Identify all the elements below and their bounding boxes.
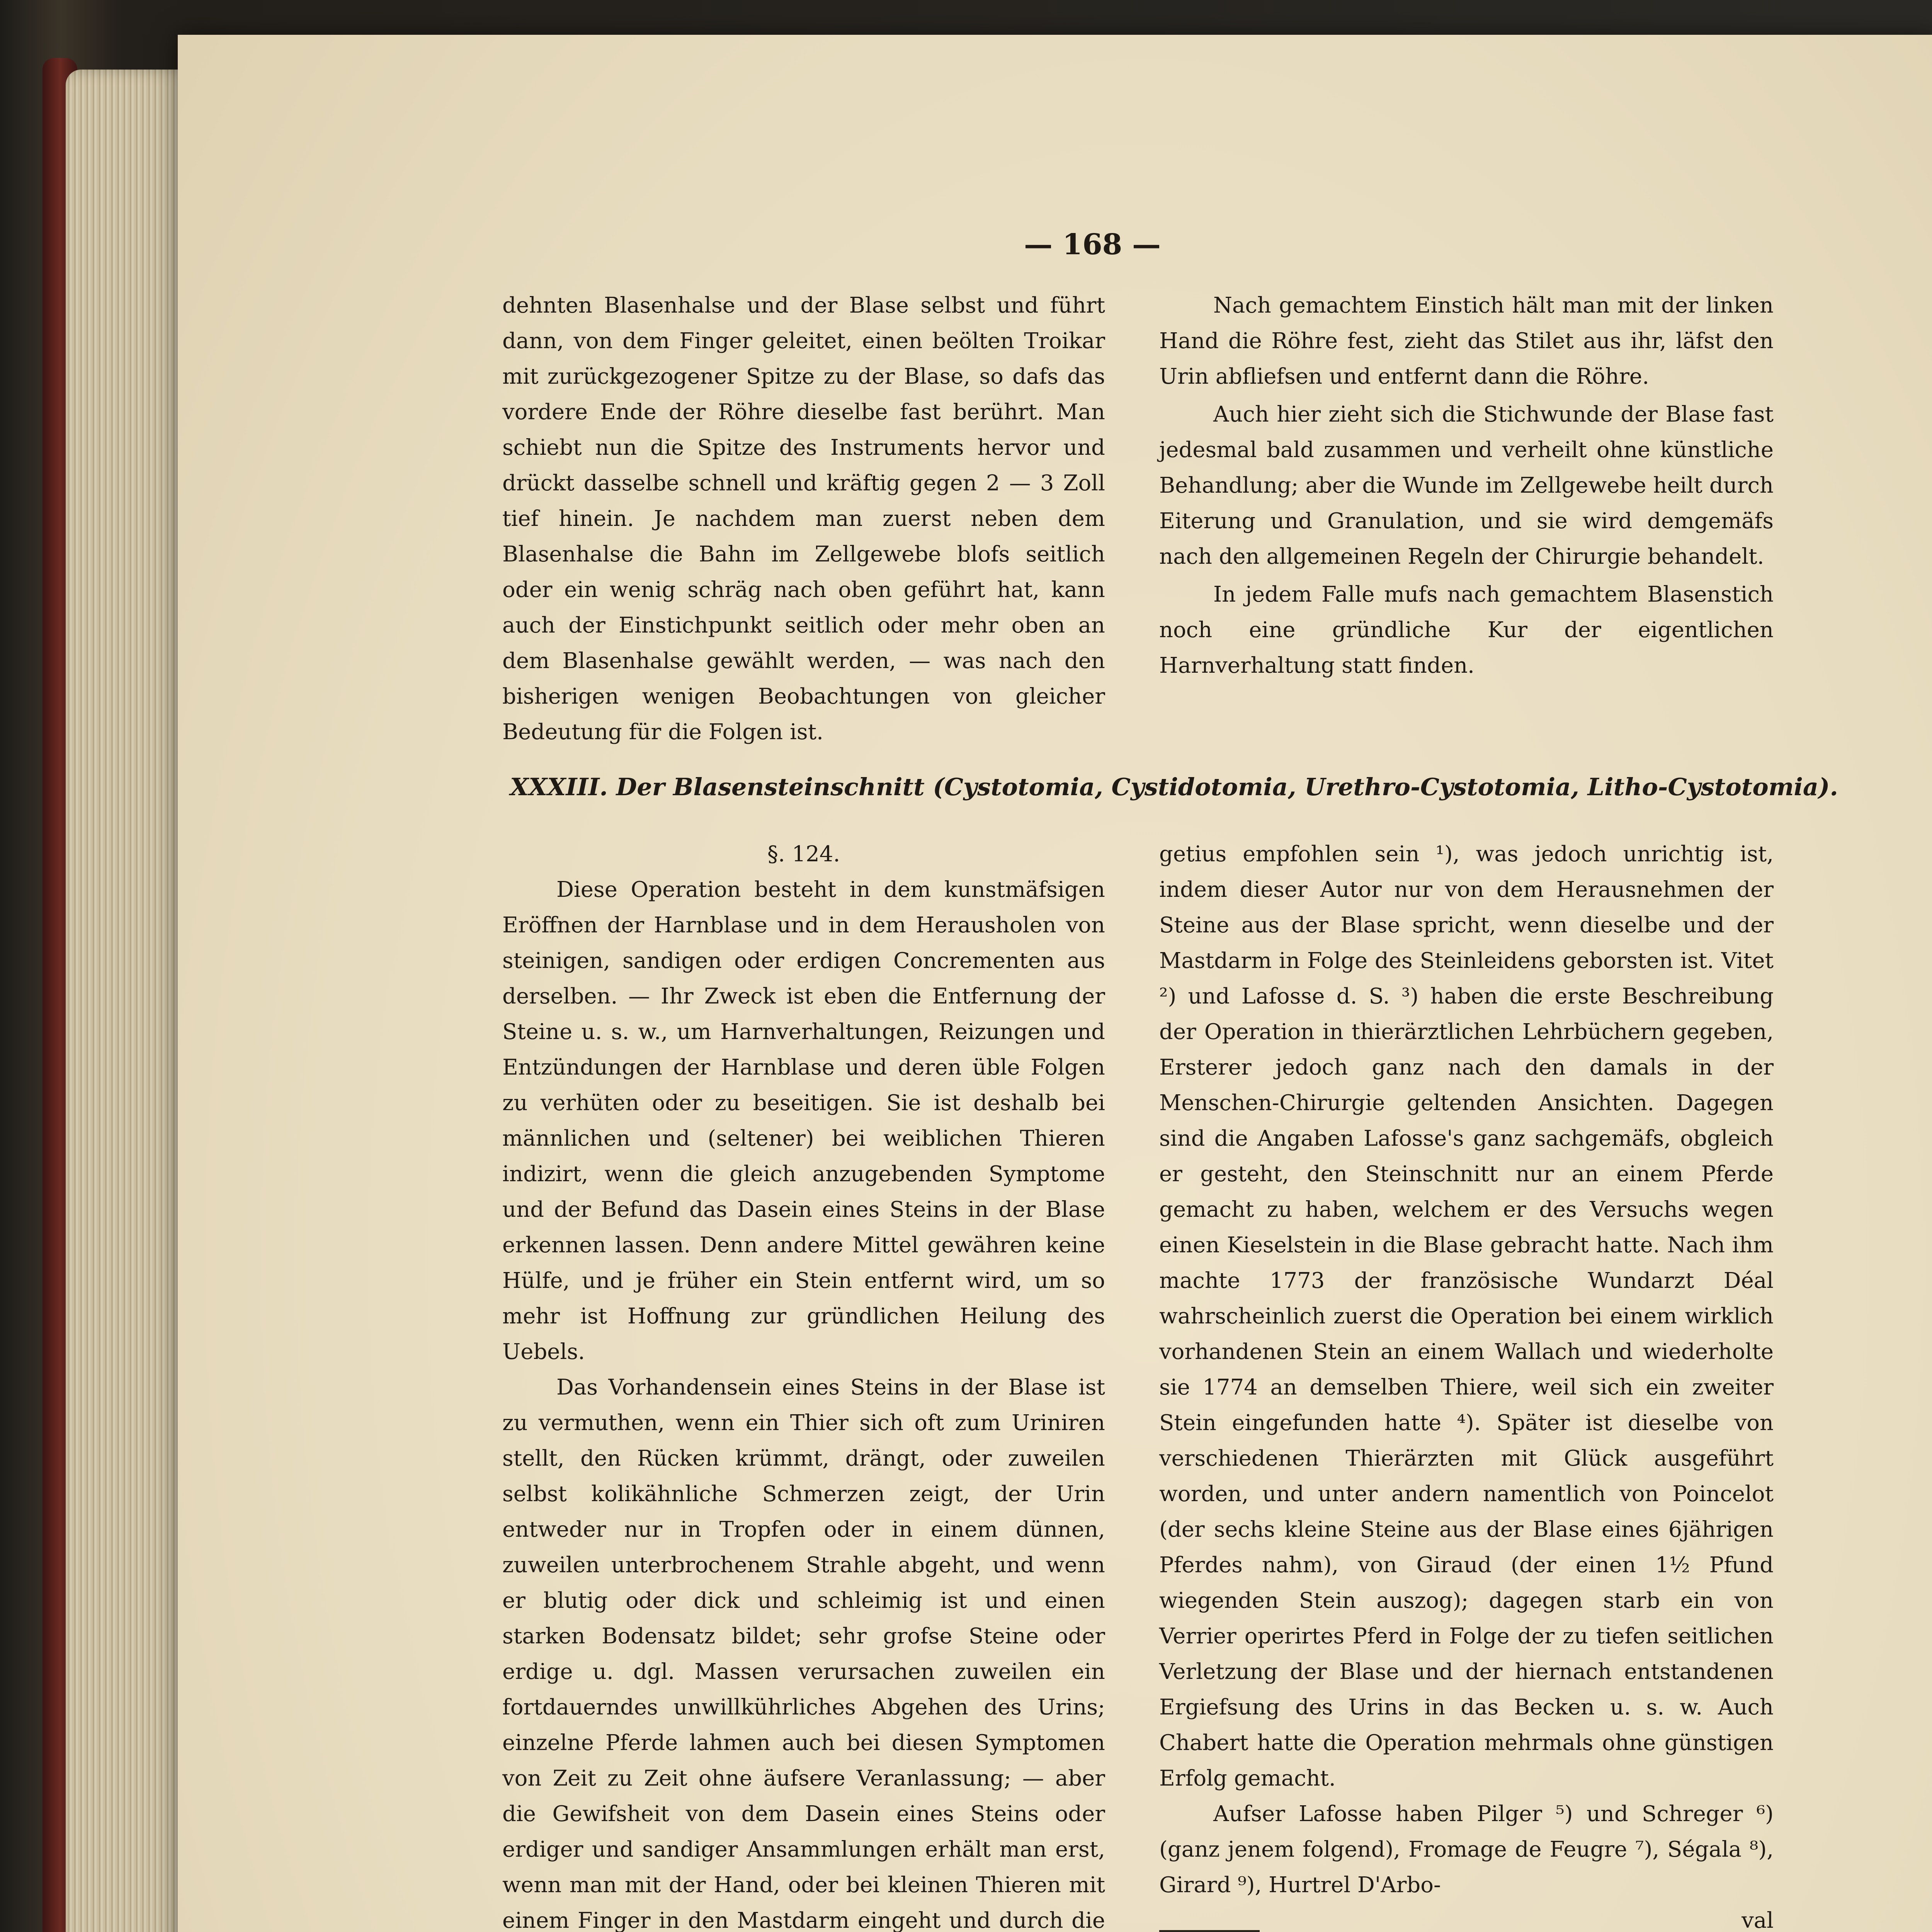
page-number: — 168 — bbox=[1024, 228, 1161, 261]
left-column bbox=[502, 837, 1105, 1932]
top-right-column bbox=[1159, 288, 1774, 684]
top-left-column bbox=[502, 288, 1105, 750]
footnote-rule bbox=[1159, 1930, 1260, 1932]
paragraph: Das Vorhandensein eines Steins in der Blase ist zu vermuthen, wenn ein Thier sich oft zum Uriniren stellt, den Rücken krümmt, drängt, oder zuweilen selbst kolikähnliche Schmerzen zeigt, der Urin entweder nur in Tropfen oder in einem dünnen, zuweilen unterbrochenem Strahle abgeht, und wenn er blutig oder dick und schleimig ist und einen starken Bodensatz bildet; sehr grofse Steine oder erdige u. dgl. Massen verursachen zuweilen ein fortdauerndes unwillkührliches Abgehen des Urins; einzelne Pferde lahmen auch bei diesen Symptomen von Zeit zu Zeit ohne äufsere Veranlassung; — aber die Gewifsheit von dem Dasein eines Steins oder erdiger und sandiger Ansammlungen erhält man erst, wenn man mit der Hand, oder bei kleinen Thieren mit einem Finger in den Mastdarm eingeht und durch die bbox=[502, 1375, 1105, 1932]
paragraph: Nach gemachtem Einstich hält man mit der linken Hand die Röhre fest, zieht das Stilet aus ihr, läfst den Urin abfliefsen und entfernt dann die Röhre. bbox=[1159, 293, 1774, 389]
right-column bbox=[1159, 837, 1774, 1932]
paragraph: Aufser Lafosse haben Pilger ⁵) und Schreger ⁶) (ganz jenem folgend), Fromage de Feugre ⁷), Ségala ⁸), Girard ⁹), Hurtrel D'Arbo- bbox=[1159, 1801, 1774, 1898]
paragraph: Diese Operation besteht in dem kunstmäfsigen Eröffnen der Harnblase und in dem Herausholen von steinigen, sandigen oder erdigen Concrementen aus derselben. — Ihr Zweck ist eben die Entfernung der Steine u. s. w., um Harnverhaltungen, Reizungen und Entzündungen der Harnblase und deren üble Folgen zu verhüten oder zu beseitigen. Sie ist deshalb bei männlichen und (seltener) bei weiblichen Thieren indizirt, wenn die gleich anzugebenden Symptome und der Befund das Dasein eines Steins in der Blase erkennen lassen. Denn andere Mittel gewähren keine Hülfe, und je früher ein Stein entfernt wird, um so mehr ist Hoffnung zur gründlichen Heilung des Uebels. bbox=[502, 877, 1105, 1364]
paragraph-end: val bbox=[1742, 1908, 1774, 1932]
page-edges bbox=[66, 70, 193, 1932]
paragraph: dehnten Blasenhalse und der Blase selbst und führt dann, von dem Finger geleitet, einen beölten Troikar mit zurückgezogener Spitze zu der Blase, so dafs das vordere Ende der Röhre dieselbe fast berührt. Man schiebt nun die Spitze des Instruments hervor und drückt dasselbe schnell und kräftig gegen 2 — 3 Zoll tief hinein. Je nachdem man zuerst neben dem Blasenhalse die Bahn im Zellgewebe blofs seitlich oder ein wenig schräg nach oben geführt hat, kann auch der Einstichpunkt seitlich oder mehr oben an dem Blasenhalse gewählt werden, — was nach den bisherigen wenigen Beobachtungen von gleicher Bedeutung für die Folgen ist. bbox=[502, 293, 1105, 745]
section-number: §. 124. bbox=[767, 842, 840, 867]
paragraph: Auch hier zieht sich die Stichwunde der Blase fast jedesmal bald zusammen und verheilt ohne künstliche Behandlung; aber die Wunde im Zellgewebe heilt durch Eiterung und Granulation, und sie wird demgemäfs nach den allgemeinen Regeln der Chirurgie behandelt. bbox=[1159, 402, 1774, 569]
paragraph: In jedem Falle mufs nach gemachtem Blasenstich noch eine gründliche Kur der eigentlichen Harnverhaltung statt finden. bbox=[1159, 582, 1774, 678]
paragraph: getius empfohlen sein ¹), was jedoch unrichtig ist, indem dieser Autor nur von dem Herausnehmen der Steine aus der Blase spricht, wenn dieselbe und der Mastdarm in Folge des Steinleidens geborsten ist. Vitet ²) und Lafosse d. S. ³) haben die erste Beschreibung der Operation in thierärztlichen Lehrbüchern gegeben, Ersterer jedoch ganz nach den damals in der Menschen-Chirurgie geltenden Ansichten. Dagegen sind die Angaben Lafosse's ganz sachgemäfs, obgleich er gesteht, den Steinschnitt nur an einem Pferde gemacht zu haben, welchem er des Versuchs wegen einen Kieselstein in die Blase gebracht hatte. Nach ihm machte 1773 der französische Wundarzt Déal wahrscheinlich zuerst die Operation bei einem wirklich vorhandenen Stein an einem Wallach und wiederholte sie 1774 an demselben Thiere, weil sich ein zweiter Stein eingefunden hatte ⁴). Später ist dieselbe von verschiedenen Thierärzten mit Glück ausgeführt worden, und unter andern namentlich von Poincelot (der sechs kleine Steine aus der Blase eines 6jährigen Pferdes nahm), von Giraud (der einen 1½ Pfund wiegenden Stein auszog); dagegen starb ein von Verrier operirtes Pferd in Folge der zu tiefen seitlichen Verletzung der Blase und der hiernach entstandenen Ergiefsung des Urins in das Becken u. s. w. Auch Chabert hatte die Operation mehrmals ohne günstigen Erfolg gemacht. bbox=[1159, 842, 1774, 1791]
section-heading: XXXIII. Der Blasensteinschnitt (Cystotomia, Cystidotomia, Urethro-Cystotomia, Litho-Cystotomia). bbox=[510, 773, 1838, 801]
